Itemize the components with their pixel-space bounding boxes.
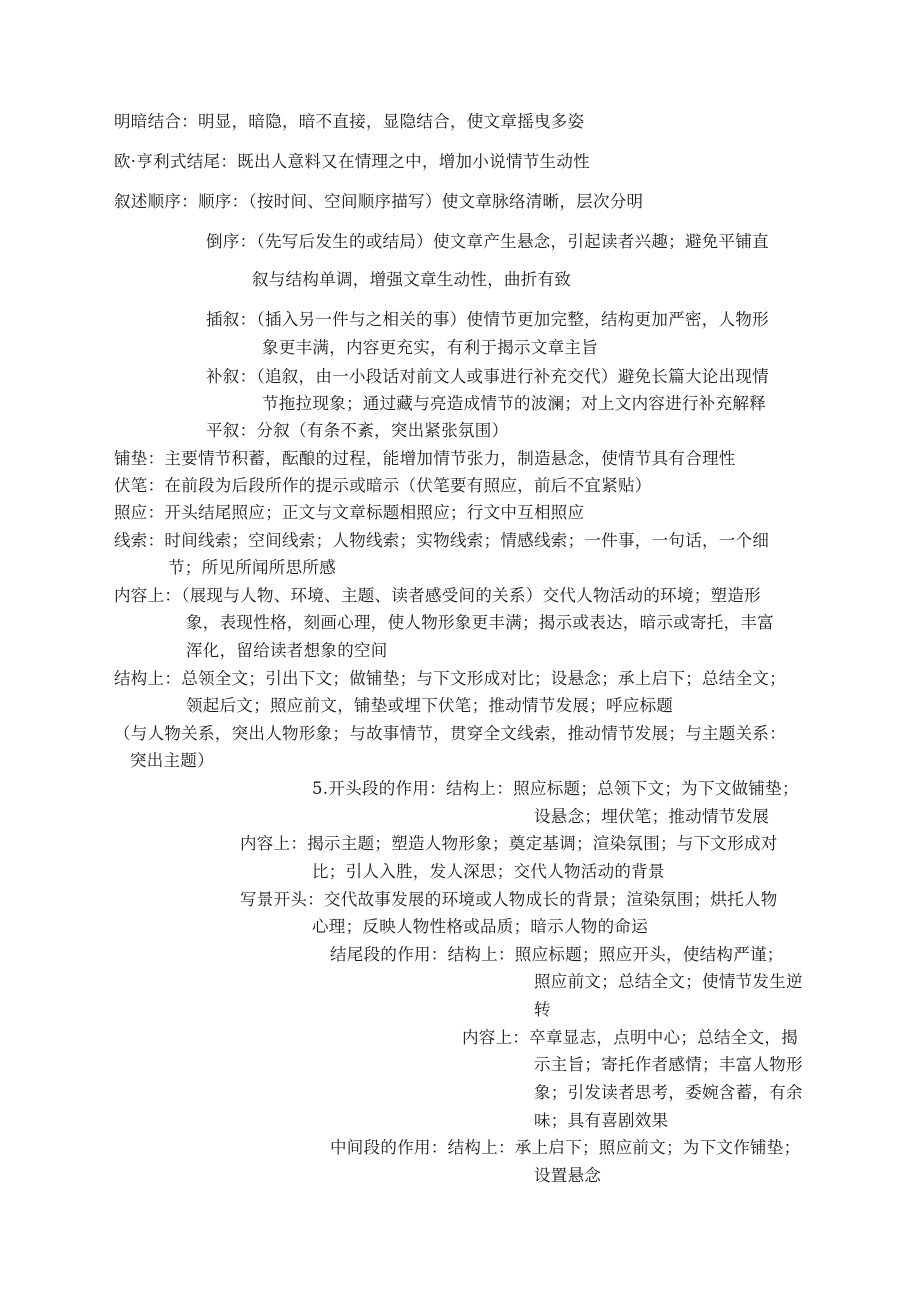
line-text: 节拖拉现象；通过藏与亮造成情节的波澜；对上文内容进行补充解释 (262, 394, 766, 413)
line-opening-content-cont (312, 858, 665, 886)
line-middle-paragraph-cont (534, 1162, 601, 1190)
line-text: 明暗结合：明显，暗隐，暗不直接，显隐结合，使文章摇曳多姿 (114, 112, 585, 131)
line-ending-paragraph (330, 941, 784, 969)
line-narrative-order (114, 188, 643, 216)
line-buxu-cont (262, 390, 766, 418)
line-chaxu-cont (262, 334, 598, 362)
line-text: 浑化，留给读者想象的空间 (186, 641, 388, 660)
line-text: 象，表现性格，刻画心理，使人物形象更丰满；揭示或表达，暗示或寄托，丰富 (186, 613, 774, 632)
line-text: 插叙：（插入另一件与之相关的事）使情节更加完整，结构更加严密，人物形 (206, 310, 769, 329)
line-pudian (114, 445, 736, 473)
line-text: 象；引发读者思考，委婉含蓄，有余 (534, 1083, 803, 1102)
line-text: 线索：时间线索；空间线索；人物线索；实物线索；情感线索；一件事，一句话，一个细 (114, 531, 770, 550)
line-jiegou-cont (186, 692, 673, 720)
line-text: 平叙：分叙（有条不紊，突出紧张氛围） (206, 421, 509, 440)
line-text: 结构上：总领全文；引出下文；做铺垫；与下文形成对比；设悬念；承上启下；总结全文； (114, 669, 786, 688)
line-mingan (114, 108, 584, 136)
line-text: 比；引人入胜，发人深思；交代人物活动的背景 (312, 862, 665, 881)
line-text: 设悬念；埋伏笔；推动情节发展 (534, 807, 770, 826)
line-daoxu-cont (252, 266, 571, 294)
line-chaxu (206, 306, 769, 334)
line-text: 5.开头段的作用：结构上：照应标题；总领下文；为下文做铺垫； (312, 779, 799, 798)
line-text: 示主旨；寄托作者感情；丰富人物形 (534, 1055, 803, 1074)
line-text: 心理；反映人物性格或品质；暗示人物的命运 (312, 917, 648, 936)
line-neirong (114, 582, 761, 610)
line-text: 中间段的作用：结构上：承上启下；照应前文；为下文作铺垫； (330, 1138, 801, 1157)
line-title-relation-cont (130, 747, 214, 775)
line-xiansuo-cont (168, 554, 336, 582)
line-ohenry (114, 148, 590, 176)
line-text: 叙述顺序：顺序：（按时间、空间顺序描写）使文章脉络清晰，层次分明 (114, 192, 644, 211)
line-ending-content-cont3 (534, 1107, 668, 1135)
line-text: 叙与结构单调，增强文章生动性，曲折有致 (252, 270, 572, 289)
line-text: 突出主题） (130, 751, 214, 770)
line-text: 象更丰满，内容更充实，有利于揭示文章主旨 (262, 338, 598, 357)
line-text: 写景开头：交代故事发展的环境或人物成长的背景；渲染氛围；烘托人物 (240, 890, 778, 909)
line-buxu (206, 363, 769, 391)
line-text: （与人物关系，突出人物形象；与故事情节，贯穿全文线索，推动情节发展；与主题关系： (114, 724, 786, 743)
line-neirong-cont2 (186, 637, 388, 665)
line-opening-paragraph-cont (534, 803, 769, 831)
line-text: 补叙：（追叙，由一小段话对前文人或事进行补充交代）避免长篇大论出现情 (206, 367, 769, 386)
line-text: 内容上：揭示主题；塑造人物形象；奠定基调；渲染氛围；与下文形成对 (240, 834, 778, 853)
line-ending-content-cont1 (534, 1051, 803, 1079)
line-text: 转 (534, 1000, 551, 1019)
line-zhaoying (114, 499, 584, 527)
line-opening-content (240, 830, 778, 858)
line-text: 领起后文；照应前文，铺垫或埋下伏笔；推动情节发展；呼应标题 (186, 696, 674, 715)
line-text: 味；具有喜剧效果 (534, 1111, 669, 1130)
line-text: 倒序：（先写后发生的或结局）使文章产生悬念，引起读者兴趣；避免平铺直 (206, 232, 769, 251)
line-xiansuo (114, 527, 769, 555)
line-title-relation (114, 720, 786, 748)
line-scenery-opening (240, 886, 778, 914)
line-ending-content-cont2 (534, 1079, 803, 1107)
line-middle-paragraph (330, 1134, 800, 1162)
line-daoxu (206, 228, 769, 256)
line-opening-paragraph (312, 775, 799, 803)
line-jiegou (114, 665, 786, 693)
line-text: 内容上：卒章显志，点明中心；总结全文，揭 (462, 1028, 798, 1047)
line-text: 设置悬念 (534, 1166, 602, 1185)
line-scenery-opening-cont (312, 913, 648, 941)
line-pingxu (206, 417, 508, 445)
line-ending-content (462, 1024, 798, 1052)
line-neirong-cont1 (186, 609, 774, 637)
line-text: 伏笔：在前段为后段所作的提示或暗示（伏笔要有照应，前后不宜紧贴） (114, 476, 652, 495)
line-text: 照应前文；总结全文；使情节发生逆 (534, 972, 803, 991)
line-text: 节；所见所闻所思所感 (168, 558, 336, 577)
line-fubi (114, 472, 652, 500)
line-ending-paragraph-cont2 (534, 996, 551, 1024)
line-text: 内容上：（展现与人物、环境、主题、读者感受间的关系）交代人物活动的环境；塑造形 (114, 586, 761, 605)
line-text: 铺垫：主要情节积蓄，酝酿的过程，能增加情节张力，制造悬念，使情节具有合理性 (114, 449, 736, 468)
line-ending-paragraph-cont1 (534, 968, 803, 996)
line-text: 欧·亨利式结尾：既出人意料又在情理之中，增加小说情节生动性 (114, 152, 590, 171)
line-text: 结尾段的作用：结构上：照应标题；照应开头，使结构严谨； (330, 945, 784, 964)
line-text: 照应：开头结尾照应；正文与文章标题相照应；行文中互相照应 (114, 503, 585, 522)
